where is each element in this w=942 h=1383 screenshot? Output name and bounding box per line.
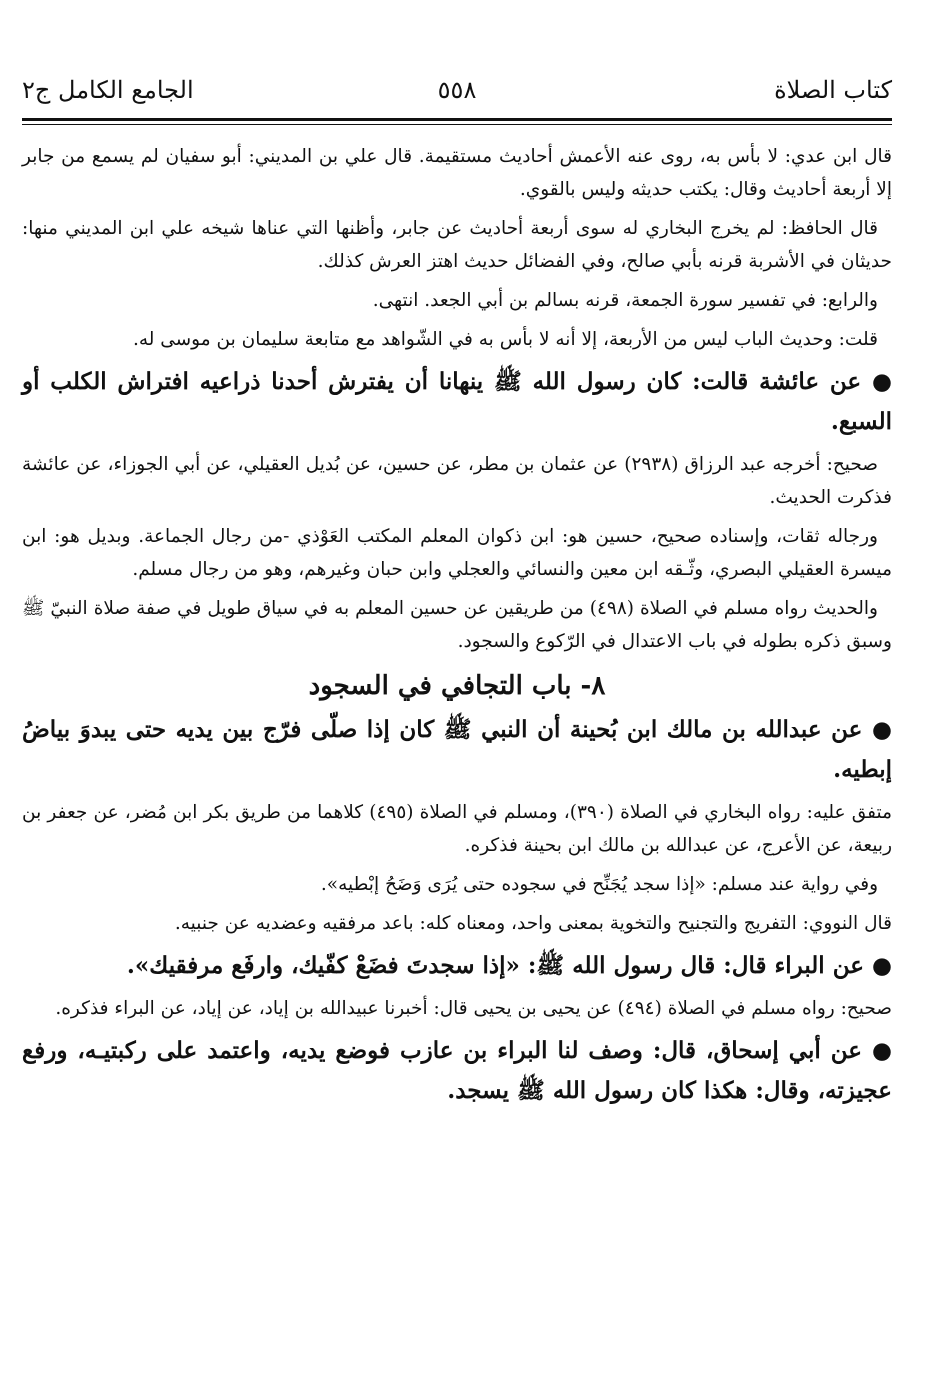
takhrij-paragraph: متفق عليه: رواه البخاري في الصلاة (٣٩٠)، ومسلم في الصلاة (٤٩٥) كلاهما من طريق بكر ابن مُضر، عن جعفر بن ربيعة، عن الأعرج، عن عبدالله بن مالك ابن بحينة فذكره. (22, 802, 893, 856)
takhrij-paragraph: صحيح: رواه مسلم في الصلاة (٤٩٤) عن يحيى بن يحيى قال: أخبرنا عبيدالله بن إياد، عن إياد، عن البراء فذكره. (55, 998, 892, 1019)
volume-title: الجامع الكامل ج٢ (22, 76, 194, 104)
hadith-text: ● عن عائشة قالت: كان رسول الله ﷺ ينهانا أن يفترش أحدنا ذراعيه افتراش الكلب أو السبع. (22, 368, 892, 435)
hadith-text: ● عن البراء قال: قال رسول الله ﷺ: «إذا سجدتَ فضَعْ كفّيك، وارفَع مرفقيك». (126, 952, 892, 979)
takhrij-paragraph: صحيح: أخرجه عبد الرزاق (٢٩٣٨) عن عثمان بن مطر، عن حسين، عن بُديل العقيلي، عن أبي الجوزاء، عن عائشة فذكرت الحديث. (22, 454, 892, 508)
commentary-paragraph: قال الحافظ: لم يخرج البخاري له سوى أربعة أحاديث عن جابر، وأظنها التي عناها شيخه علي ابن المديني منها: حديثان في الأشربة قرنه بأبي صالح، وفي الفضائل حديث اهتز العرش كذلك. (22, 218, 892, 272)
commentary-paragraph: ورجاله ثقات، وإسناده صحيح، حسين هو: ابن ذكوان المعلم المكتب العَوْذي -من رجال الجماعة. وبديل هو: ابن ميسرة العقيلي البصري، وثّـقه ابن معين والنسائي والعجلي وابن حبان وغيرهم، وهو من رجال مسلم. (22, 526, 892, 580)
running-header (22, 76, 892, 116)
commentary-paragraph: قلت: وحديث الباب ليس من الأربعة، إلا أنه لا بأس به في الشّواهد مع متابعة سليمان بن موسى له. (132, 329, 878, 350)
book-title: كتاب الصلاة (774, 76, 892, 104)
page-body (22, 140, 892, 1117)
chapter-heading: ٨- باب التجافي في السجود (308, 671, 606, 701)
commentary-paragraph: قال ابن عدي: لا بأس به، روى عنه الأعمش أحاديث مستقيمة. قال علي بن المديني: أبو سفيان لم يسمع من جابر إلا أربعة أحاديث وقال: يكتب حديثه وليس بالقوي. (22, 146, 892, 200)
hadith-text: ● عن عبدالله بن مالك ابن بُحينة أن النبي ﷺ كان إذا صلّى فرّج بين يديه حتى يبدوَ بياضُ إبطيه. (22, 716, 892, 783)
commentary-paragraph: قال النووي: التفريج والتجنيح والتخوية بمعنى واحد، ومعناه كله: باعد مرفقيه وعضديه عن جنبيه. (174, 913, 892, 934)
page-number: ٥٥٨ (437, 76, 477, 104)
commentary-paragraph: والرابع: في تفسير سورة الجمعة، قرنه بسالم بن أبي الجعد. انتهى. (372, 290, 878, 311)
commentary-paragraph: وفي رواية عند مسلم: «إذا سجد يُجَنِّح في سجوده حتى يُرَى وَضَحُ إبْطيه». (320, 874, 878, 895)
header-rule (22, 118, 892, 121)
hadith-text: ● عن أبي إسحاق، قال: وصف لنا البراء بن عازب فوضع يديه، واعتمد على ركبتيـه، ورفع عجيزته، وقال: هكذا كان رسول الله ﷺ يسجد. (22, 1037, 892, 1104)
commentary-paragraph: والحديث رواه مسلم في الصلاة (٤٩٨) من طريقين عن حسين المعلم به في سياق طويل في صفة صلاة النبيّ ﷺ وسبق ذكره بطوله في باب الاعتدال في الرّكوع والسجود. (22, 598, 892, 652)
header-rule-thin (22, 124, 892, 125)
